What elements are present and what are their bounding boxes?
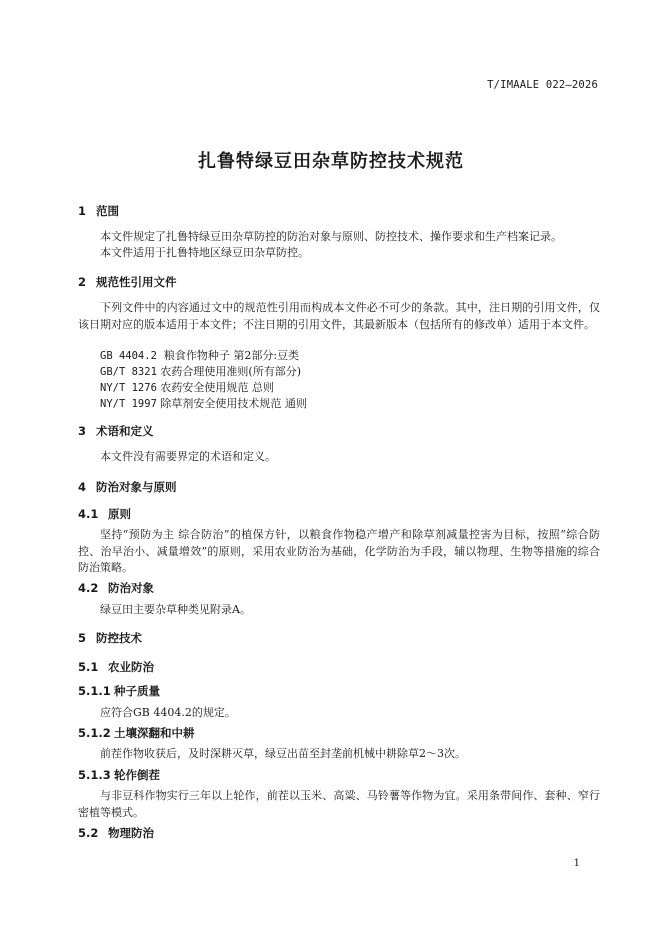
reference-item	[100, 363, 301, 379]
section-1-paragraph-2: 本文件适用于扎鲁特地区绿豆田杂草防控。	[100, 246, 309, 259]
section-5-heading	[78, 630, 142, 646]
section-3-heading	[78, 423, 154, 439]
section-title: 范围	[96, 204, 119, 218]
section-2-heading	[78, 274, 177, 290]
section-number: 5.1.3	[78, 768, 111, 782]
section-number: 5.2	[78, 826, 99, 840]
document-code: T/IMAALE 022—2026	[487, 79, 598, 91]
reference-item	[100, 379, 274, 395]
section-title: 规范性引用文件	[96, 275, 177, 289]
section-5-1-2-heading	[78, 725, 195, 741]
section-4-2-heading	[78, 580, 154, 596]
section-number: 5	[78, 631, 87, 645]
section-title: 种子质量	[114, 684, 160, 698]
section-number: 1	[78, 204, 87, 218]
section-1-heading	[78, 203, 119, 219]
section-4-heading	[78, 479, 177, 495]
section-title: 术语和定义	[96, 424, 154, 438]
section-5-1-3-paragraph-1: 与非豆科作物实行三年以上轮作，前茬以玉米、高粱、马铃薯等作物为宜。采用条带间作、套种、窄行密植等模式。	[78, 789, 600, 819]
section-number: 5.1	[78, 660, 99, 674]
reference-title: 除草剂安全使用技术规范 通则	[160, 397, 307, 410]
reference-title: 农药安全使用规范 总则	[160, 381, 274, 394]
section-title: 农业防治	[108, 660, 154, 674]
section-3-paragraph-1: 本文件没有需要界定的术语和定义。	[100, 450, 276, 463]
reference-code: GB 4404.2	[100, 350, 157, 362]
section-2-paragraph-1: 下列文件中的内容通过文中的规范性引用而构成本文件必不可少的条款。其中，注日期的引用文件，仅该日期对应的版本适用于本文件；不注日期的引用文件，其最新版本（包括所有的修改单）适用于本文件。	[78, 301, 600, 331]
section-title: 防治对象与原则	[96, 480, 177, 494]
section-4-1-paragraph-1: 坚持“预防为主 综合防治”的植保方针，以粮食作物稳产增产和除草剂减量控害为目标，按照“综合防控、治早治小、减量增效”的原则，采用农业防治为基础，化学防治为手段，辅以物理、生物等措施的综合防治策略。	[78, 528, 600, 574]
section-1-paragraph-1: 本文件规定了扎鲁特绿豆田杂草防控的防治对象与原则、防控技术、操作要求和生产档案记录。	[100, 230, 562, 243]
reference-title: 农药合理使用准则(所有部分)	[160, 365, 301, 378]
section-number: 3	[78, 424, 87, 438]
section-5-1-1-heading	[78, 683, 160, 699]
section-5-1-heading	[78, 659, 154, 675]
reference-code: GB/T 8321	[100, 366, 157, 378]
document-title: 扎鲁特绿豆田杂草防控技术规范	[198, 151, 464, 172]
reference-item	[100, 395, 307, 411]
reference-item	[100, 347, 299, 363]
section-title: 土壤深翻和中耕	[114, 726, 195, 740]
section-title: 物理防治	[108, 826, 154, 840]
section-number: 4	[78, 480, 87, 494]
section-number: 4.1	[78, 507, 99, 521]
page-number: 1	[573, 858, 580, 869]
reference-title: 粮食作物种子 第2部分:豆类	[163, 349, 300, 362]
section-5-1-2-paragraph-1: 前茬作物收获后，及时深耕灭草，绿豆出苗至封垄前机械中耕除草2～3次。	[100, 747, 466, 760]
section-5-2-heading	[78, 825, 154, 841]
section-number: 4.2	[78, 581, 99, 595]
section-4-2-paragraph-1: 绿豆田主要杂草种类见附录A。	[100, 603, 251, 616]
section-4-1-heading	[78, 506, 131, 522]
section-number: 5.1.2	[78, 726, 111, 740]
reference-code: NY/T 1997	[100, 398, 157, 410]
section-number: 5.1.1	[78, 684, 111, 698]
section-title: 防控技术	[96, 631, 142, 645]
section-5-1-1-paragraph-1: 应符合GB 4404.2的规定。	[100, 706, 236, 719]
section-title: 轮作倒茬	[114, 768, 160, 782]
reference-code: NY/T 1276	[100, 382, 157, 394]
section-title: 原则	[108, 507, 131, 521]
section-5-1-3-heading	[78, 767, 160, 783]
section-number: 2	[78, 275, 87, 289]
section-title: 防治对象	[108, 581, 154, 595]
